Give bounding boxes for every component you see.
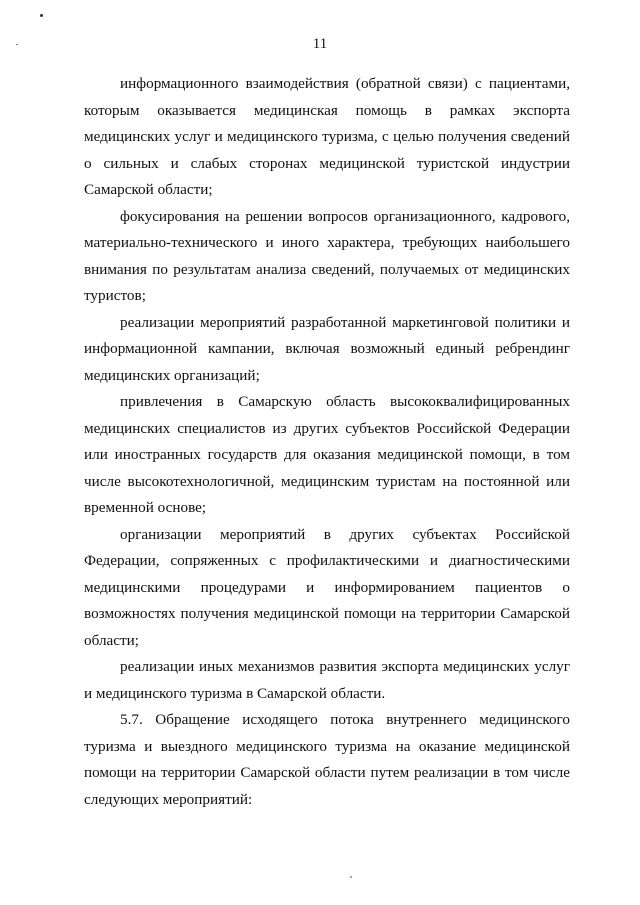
text-line: информационной кампании, включая возможный единый ребрендинг: [84, 340, 570, 357]
text-line: 5.7. Обращение исходящего потока внутреннего медицинского: [120, 711, 570, 728]
text-line: материально-технического и иного характера, требующих наибольшего: [84, 234, 570, 251]
text-line: реализации иных механизмов развития экспорта медицинских услуг: [120, 658, 570, 675]
scan-speck: [350, 876, 352, 878]
text-line: Федерации, сопряженных с профилактическими и диагностическими: [84, 552, 570, 569]
text-line: следующих мероприятий:: [84, 791, 253, 808]
text-line: области;: [84, 632, 139, 649]
text-line: медицинскими процедурами и информированием пациентов о: [84, 579, 570, 596]
text-line: и медицинского туризма в Самарской области.: [84, 685, 386, 702]
text-line: о сильных и слабых сторонах медицинской туристской индустрии: [84, 155, 570, 172]
text-line: привлечения в Самарскую область высококвалифицированных: [120, 393, 570, 410]
text-line: туристов;: [84, 287, 146, 304]
text-line: Самарской области;: [84, 181, 213, 198]
text-line: которым оказывается медицинская помощь в рамках экспорта: [84, 102, 570, 119]
text-line: медицинских специалистов из других субъектов Российской Федерации: [84, 420, 570, 437]
text-line: организации мероприятий в других субъектах Российской: [120, 526, 570, 543]
text-line: фокусирования на решении вопросов организационного, кадрового,: [120, 208, 570, 225]
text-line: медицинских организаций;: [84, 367, 260, 384]
text-line: реализации мероприятий разработанной маркетинговой политики и: [120, 314, 570, 331]
scan-mark: [40, 14, 43, 17]
text-line: временной основе;: [84, 499, 207, 516]
text-line: числе высокотехнологичной, медицинским туристам на постоянной или: [84, 473, 570, 490]
text-line: или иностранных государств для оказания медицинской помощи, в том: [84, 446, 570, 463]
text-line: туризма и выездного медицинского туризма на оказание медицинской: [84, 738, 570, 755]
text-line: внимания по результатам анализа сведений, получаемых от медицинских: [84, 261, 570, 278]
page-number: 11: [312, 36, 328, 52]
text-line: помощи на территории Самарской области путем реализации в том числе: [84, 764, 570, 781]
text-line: медицинских услуг и медицинского туризма, с целью получения сведений: [84, 128, 570, 145]
text-line: возможностях получения медицинской помощи на территории Самарской: [84, 605, 570, 622]
text-line: информационного взаимодействия (обратной связи) с пациентами,: [120, 75, 570, 92]
